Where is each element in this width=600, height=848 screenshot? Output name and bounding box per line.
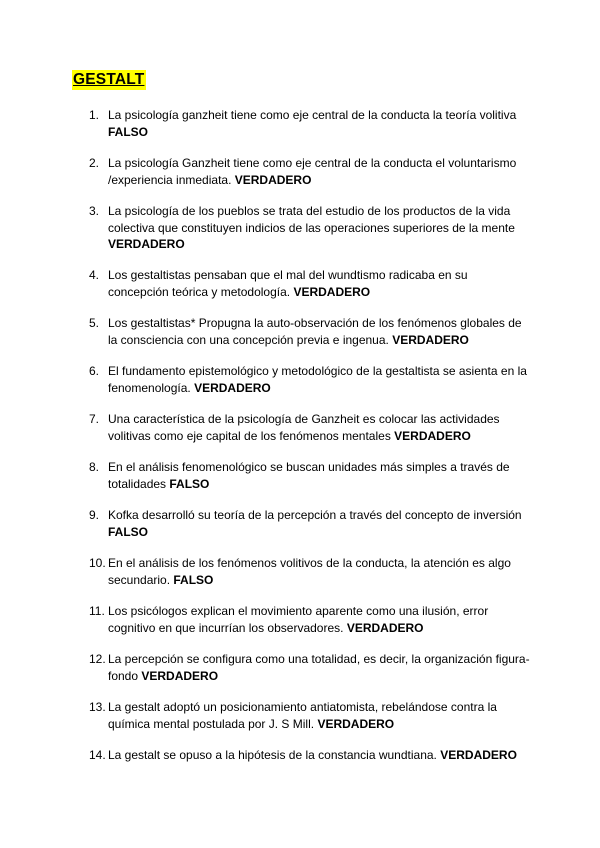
question-answer: VERDADERO (346, 620, 424, 635)
question-body (108, 555, 530, 588)
question-answer: VERDADERO (440, 748, 517, 762)
question-number: 4. (89, 268, 100, 282)
question-answer: FALSO (169, 476, 210, 491)
question-body (108, 155, 530, 188)
question-text: La psicología de los pueblos se trata del estudio de los productos de la vida colectiva que constituyen indicios de las operaciones superiores de la mente (108, 204, 515, 235)
question-body (108, 507, 530, 540)
question-answer: FALSO (108, 524, 149, 539)
question-body (108, 203, 530, 253)
question-answer: VERDADERO (394, 428, 471, 443)
question-number: 6. (89, 364, 100, 378)
question-text: La percepción se configura como una totalidad, es decir, la organización figura-fondo (108, 652, 530, 683)
question-body (108, 267, 530, 300)
question-text: Kofka desarrolló su teoría de la percepción a través del concepto de inversión (108, 508, 522, 522)
question-text: La psicología ganzheit tiene como eje central de la conducta la teoría volitiva (108, 108, 517, 122)
question-number: 2. (89, 156, 100, 170)
question-body (108, 315, 530, 348)
question-body (108, 603, 530, 636)
question-answer: FALSO (173, 572, 214, 587)
question-text: El fundamento epistemológico y metodológico de la gestaltista se asienta en la fenomenología. (108, 364, 527, 395)
question-answer: VERDADERO (108, 237, 185, 251)
question-answer: VERDADERO (293, 284, 371, 299)
question-answer: VERDADERO (194, 380, 271, 395)
question-answer: VERDADERO (317, 716, 395, 731)
question-text: Una característica de la psicología de Ganzheit es colocar las actividades volitivas como eje capital de los fenómenos mentales (108, 412, 500, 443)
question-number: 9. (89, 508, 100, 522)
question-text: En el análisis de los fenómenos volitivos de la conducta, la atención es algo secundario. (108, 556, 511, 587)
question-text: La gestalt se opuso a la hipótesis de la constancia wundtiana. (108, 748, 437, 762)
question-body (108, 747, 530, 764)
question-answer: VERDADERO (141, 668, 219, 683)
question-number: 14. (89, 748, 106, 762)
question-number: 12. (89, 652, 106, 666)
question-text: Los gestaltistas pensaban que el mal del wundtismo radicaba en su concepción teórica y metodología. (108, 268, 468, 299)
question-number: 10. (89, 556, 106, 570)
question-text: En el análisis fenomenológico se buscan unidades más simples a través de totalidades (108, 460, 510, 491)
question-answer: FALSO (108, 124, 149, 139)
question-number: 13. (89, 700, 106, 714)
question-number: 8. (89, 460, 100, 474)
question-body (108, 411, 530, 444)
question-body (108, 459, 530, 492)
question-body (108, 363, 530, 396)
question-number: 1. (89, 108, 100, 122)
question-body (108, 107, 530, 140)
question-answer: VERDADERO (392, 332, 469, 347)
question-text: La psicología Ganzheit tiene como eje central de la conducta el voluntarismo /experiencia inmediata. (108, 156, 517, 187)
question-number: 7. (89, 412, 100, 426)
question-text: Los gestaltistas* Propugna la auto-observación de los fenómenos globales de la consciencia con una concepción previa e ingenua. (108, 316, 522, 347)
question-body (108, 651, 530, 684)
question-body (108, 699, 530, 732)
document-title: GESTALT (73, 71, 145, 88)
question-number: 11. (89, 604, 105, 618)
question-number: 5. (89, 316, 100, 330)
question-text: La gestalt adoptó un posicionamiento antiatomista, rebelándose contra la química mental postulada por J. S Mill. (108, 700, 497, 731)
question-text: Los psicólogos explican el movimiento aparente como una ilusión, error cognitivo en que incurrían los observadores. (108, 604, 489, 635)
question-number: 3. (89, 204, 100, 218)
question-answer: VERDADERO (234, 172, 312, 187)
